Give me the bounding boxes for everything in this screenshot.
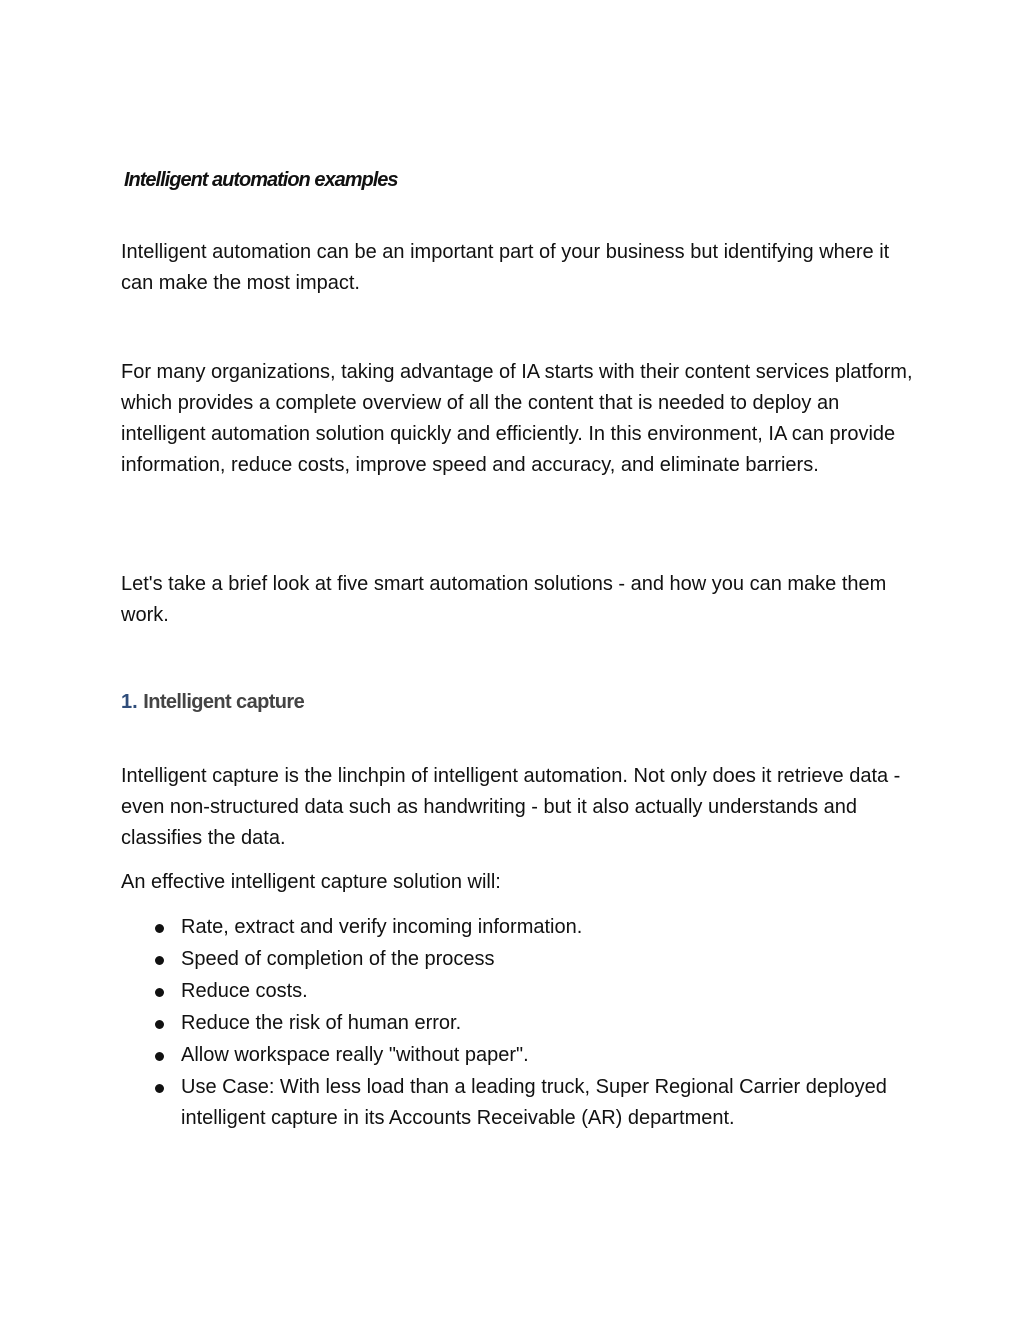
- platform-paragraph: For many organizations, taking advantage of IA starts with their content services platform, which provides a complete overview of all the content that is needed to deploy an intelligent automation solution quickly and efficiently. In this environment, IA can provide information, reduce costs, improve speed and accuracy, and eliminate barriers.: [121, 361, 913, 476]
- section-title: Intelligent capture: [143, 691, 305, 713]
- bullet-icon: [155, 924, 164, 933]
- list-item: [121, 976, 921, 1007]
- section-number: 1.: [121, 691, 138, 713]
- intro-paragraph: Intelligent automation can be an important part of your business but identifying where it can make the most impact.: [121, 241, 890, 294]
- capture-benefits-list: [121, 912, 921, 1135]
- list-item-text: Reduce the risk of human error.: [181, 1012, 462, 1034]
- overview-paragraph: Let's take a brief look at five smart automation solutions - and how you can make them work.: [121, 573, 887, 626]
- list-item-text: Allow workspace really "without paper".: [181, 1044, 529, 1066]
- list-item: [121, 1008, 921, 1039]
- bullet-icon: [155, 1020, 164, 1029]
- list-item: [121, 1040, 921, 1071]
- document-title: Intelligent automation examples: [124, 169, 398, 191]
- list-item-text: Reduce costs.: [181, 980, 308, 1002]
- list-item-text: Use Case: With less load than a leading truck, Super Regional Carrier deployed intelligent capture in its Accounts Receivable (AR) department.: [181, 1076, 887, 1129]
- section-heading: [121, 688, 304, 716]
- capture-solution-intro: An effective intelligent capture solution will:: [121, 871, 501, 893]
- list-item: [121, 912, 921, 943]
- bullet-icon: [155, 988, 164, 997]
- list-item: [121, 1072, 921, 1134]
- list-item: [121, 944, 921, 975]
- bullet-icon: [155, 1052, 164, 1061]
- bullet-icon: [155, 956, 164, 965]
- list-item-text: Speed of completion of the process: [181, 948, 495, 970]
- list-item-text: Rate, extract and verify incoming information.: [181, 916, 583, 938]
- capture-description-paragraph: Intelligent capture is the linchpin of intelligent automation. Not only does it retrieve data - even non-structured data such as handwriting - but it also actually understands and classifies the data.: [121, 765, 901, 849]
- bullet-icon: [155, 1084, 164, 1093]
